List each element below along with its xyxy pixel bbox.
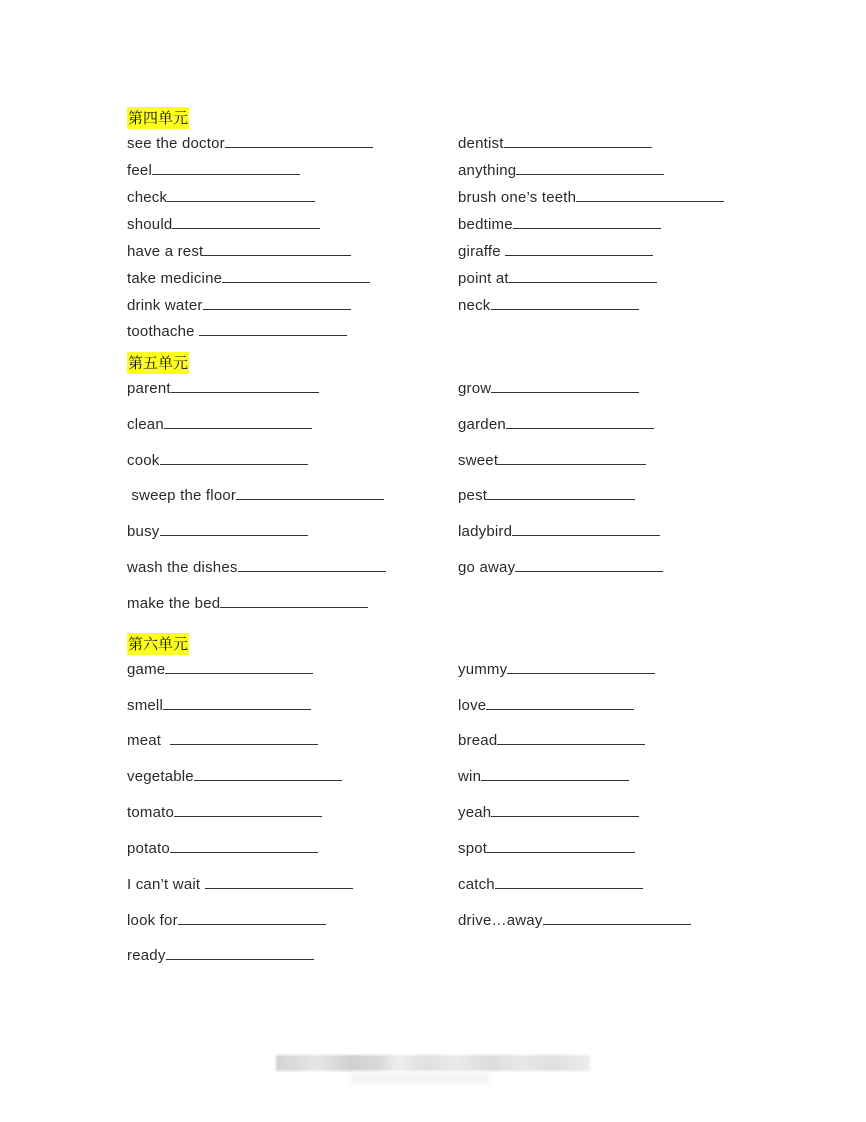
answer-blank[interactable]: [515, 557, 663, 572]
unit-5-left-entry: [127, 414, 312, 434]
unit-5-left-entry: [127, 485, 384, 505]
answer-blank[interactable]: [174, 802, 322, 817]
answer-blank[interactable]: [236, 485, 384, 500]
answer-blank[interactable]: [172, 214, 320, 229]
answer-blank[interactable]: [194, 766, 342, 781]
unit-4-right-entry: [458, 133, 652, 153]
unit-6-right-entry: [458, 874, 643, 894]
vocab-word: brush one’s teeth: [458, 189, 577, 206]
unit-4-right-entry: [458, 268, 657, 288]
answer-blank[interactable]: [166, 945, 314, 960]
vocab-word: wash the dishes: [127, 559, 238, 576]
vocab-word: look for: [127, 912, 178, 929]
blurred-footer-watermark-sub: [350, 1073, 490, 1083]
answer-blank[interactable]: [509, 268, 657, 283]
unit-5-right-entry: [458, 557, 663, 577]
unit-6-right-entry: [458, 695, 634, 715]
unit-6-right-entry: [458, 730, 645, 750]
vocab-word: garden: [458, 416, 506, 433]
answer-blank[interactable]: [160, 450, 308, 465]
answer-blank[interactable]: [171, 378, 319, 393]
unit-5-left-entry: [127, 557, 386, 577]
unit-5-left-entry: [127, 521, 308, 541]
vocab-word: parent: [127, 380, 171, 397]
unit-4-left-entry: [127, 241, 351, 261]
vocab-word: sweep the floor: [127, 487, 237, 504]
answer-blank[interactable]: [481, 766, 629, 781]
unit-5-right-entry: [458, 450, 646, 470]
answer-blank[interactable]: [222, 268, 370, 283]
unit-5-left-entry: [127, 593, 368, 613]
unit-6-left-entry: [127, 838, 318, 858]
vocab-word: spot: [458, 840, 488, 857]
answer-blank[interactable]: [225, 133, 373, 148]
unit-5-left-entry: [127, 450, 308, 470]
vocab-word: sweet: [458, 452, 499, 469]
vocab-word: love: [458, 697, 487, 714]
answer-blank[interactable]: [203, 295, 351, 310]
unit-6-right-entry: [458, 766, 629, 786]
answer-blank[interactable]: [170, 838, 318, 853]
answer-blank[interactable]: [220, 593, 368, 608]
answer-blank[interactable]: [199, 321, 347, 336]
answer-blank[interactable]: [167, 187, 315, 202]
vocab-word: meat: [127, 732, 170, 749]
answer-blank[interactable]: [203, 241, 351, 256]
vocab-word: should: [127, 216, 173, 233]
vocab-word: dentist: [458, 135, 504, 152]
answer-blank[interactable]: [487, 838, 635, 853]
unit-6-left-entry: [127, 730, 318, 750]
vocab-word: drink water: [127, 297, 203, 314]
unit-5-right-entry: [458, 485, 635, 505]
answer-blank[interactable]: [507, 659, 655, 674]
vocab-word: giraffe: [458, 243, 506, 260]
answer-blank[interactable]: [491, 378, 639, 393]
unit-4-right-entry: [458, 187, 724, 207]
answer-blank[interactable]: [513, 214, 661, 229]
vocab-word: I can’t wait: [127, 876, 205, 893]
vocab-word: go away: [458, 559, 516, 576]
unit-6-left-entry: [127, 910, 326, 930]
answer-blank[interactable]: [164, 414, 312, 429]
answer-blank[interactable]: [491, 802, 639, 817]
vocab-word: have a rest: [127, 243, 204, 260]
vocab-word: yeah: [458, 804, 492, 821]
answer-blank[interactable]: [505, 241, 653, 256]
answer-blank[interactable]: [170, 730, 318, 745]
answer-blank[interactable]: [165, 659, 313, 674]
unit-4-left-entry: [127, 160, 300, 180]
unit-5-right-entry: [458, 378, 639, 398]
blurred-footer-watermark: [276, 1055, 590, 1071]
unit-6-left-entry: [127, 802, 322, 822]
answer-blank[interactable]: [495, 874, 643, 889]
vocab-word: grow: [458, 380, 492, 397]
vocab-word: game: [127, 661, 166, 678]
answer-blank[interactable]: [543, 910, 691, 925]
answer-blank[interactable]: [238, 557, 386, 572]
unit-6-left-entry: [127, 695, 311, 715]
vocab-word: yummy: [458, 661, 508, 678]
unit-4-left-entry: [127, 187, 315, 207]
answer-blank[interactable]: [486, 695, 634, 710]
vocab-word: neck: [458, 297, 491, 314]
unit-6-right-entry: [458, 838, 635, 858]
vocab-word: anything: [458, 162, 517, 179]
vocab-word: make the bed: [127, 595, 221, 612]
vocab-word: check: [127, 189, 168, 206]
vocab-word: busy: [127, 523, 160, 540]
answer-blank[interactable]: [178, 910, 326, 925]
unit-4-heading: 第四单元: [128, 109, 189, 127]
vocab-word: bread: [458, 732, 498, 749]
answer-blank[interactable]: [160, 521, 308, 536]
answer-blank[interactable]: [516, 160, 664, 175]
vocab-word: ready: [127, 947, 166, 964]
unit-4-left-entry: [127, 133, 373, 153]
vocab-word: win: [458, 768, 482, 785]
vocab-word: toothache: [127, 323, 200, 340]
answer-blank[interactable]: [576, 187, 724, 202]
vocab-word: pest: [458, 487, 488, 504]
unit-4-left-entry: [127, 321, 347, 341]
answer-blank[interactable]: [512, 521, 660, 536]
vocab-word: bedtime: [458, 216, 513, 233]
unit-4-right-entry: [458, 160, 664, 180]
unit-5-right-entry: [458, 521, 660, 541]
answer-blank[interactable]: [487, 485, 635, 500]
vocab-word: take medicine: [127, 270, 223, 287]
unit-4-right-entry: [458, 295, 639, 315]
vocab-word: feel: [127, 162, 152, 179]
answer-blank[interactable]: [205, 874, 353, 889]
unit-4-left-entry: [127, 295, 351, 315]
answer-blank[interactable]: [498, 450, 646, 465]
unit-6-left-entry: [127, 874, 353, 894]
vocab-word: catch: [458, 876, 495, 893]
vocab-word: potato: [127, 840, 170, 857]
answer-blank[interactable]: [497, 730, 645, 745]
answer-blank[interactable]: [506, 414, 654, 429]
vocab-word: cook: [127, 452, 160, 469]
unit-4-right-entry: [458, 214, 661, 234]
vocab-word: clean: [127, 416, 164, 433]
unit-5-right-entry: [458, 414, 654, 434]
vocab-word: point at: [458, 270, 509, 287]
unit-6-heading: 第六单元: [128, 635, 189, 653]
unit-6-left-entry: [127, 766, 342, 786]
answer-blank[interactable]: [163, 695, 311, 710]
vocab-word: ladybird: [458, 523, 513, 540]
answer-blank[interactable]: [504, 133, 652, 148]
unit-6-right-entry: [458, 910, 691, 930]
unit-6-right-entry: [458, 659, 655, 679]
answer-blank[interactable]: [491, 295, 639, 310]
vocab-word: see the doctor: [127, 135, 225, 152]
vocab-word: tomato: [127, 804, 175, 821]
unit-4-right-entry: [458, 241, 653, 261]
unit-6-left-entry: [127, 945, 314, 965]
vocab-word: drive…away: [458, 912, 543, 929]
answer-blank[interactable]: [152, 160, 300, 175]
unit-4-left-entry: [127, 268, 370, 288]
vocab-word: smell: [127, 697, 164, 714]
unit-5-heading: 第五单元: [128, 354, 189, 372]
unit-4-left-entry: [127, 214, 320, 234]
unit-6-right-entry: [458, 802, 639, 822]
vocab-word: vegetable: [127, 768, 194, 785]
unit-6-left-entry: [127, 659, 313, 679]
unit-5-left-entry: [127, 378, 319, 398]
